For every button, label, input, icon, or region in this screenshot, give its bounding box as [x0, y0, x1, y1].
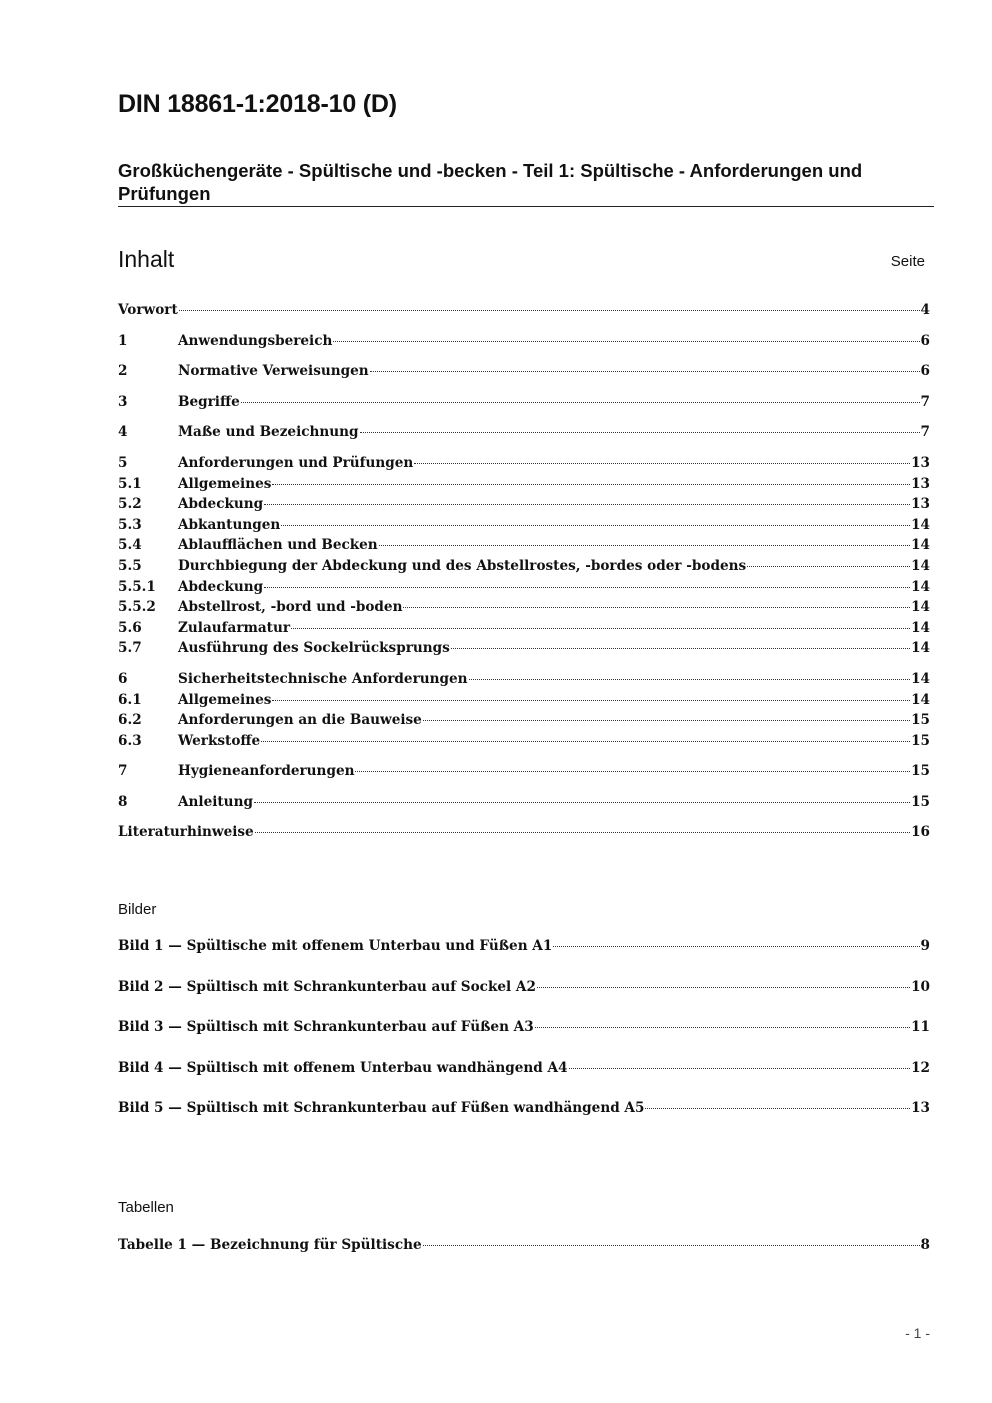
dot-leader	[553, 946, 919, 947]
toc-entry-page: 14	[911, 640, 930, 657]
dot-leader	[423, 720, 910, 721]
toc-entry-number: 5	[118, 454, 128, 471]
toc-entry-label: Ausführung des Sockelrücksprungs	[178, 640, 450, 657]
toc-entry[interactable]	[118, 558, 930, 579]
figure-entry-label: Bild 5 — Spültisch mit Schrankunterbau auf Füßen wandhängend A5	[118, 1100, 645, 1117]
toc-entry-label: Anleitung	[178, 793, 253, 810]
figure-entry[interactable]	[118, 938, 930, 959]
toc-entry-page: 6	[920, 363, 930, 380]
toc-entry-page: 14	[911, 557, 930, 574]
page-number: - 1 -	[905, 1325, 930, 1341]
toc-entry-label: Ablaufflächen und Becken	[178, 537, 378, 554]
list-of-figures	[118, 938, 930, 1121]
toc-entry-page: 14	[911, 599, 930, 616]
toc-entry-page: 13	[911, 475, 930, 492]
toc-entry[interactable]	[118, 496, 930, 517]
toc-entry[interactable]	[118, 517, 930, 538]
toc-entry[interactable]	[118, 599, 930, 620]
toc-entry-label: Literaturhinweise	[118, 824, 254, 841]
toc-entry-label: Abstellrost, -bord und -boden	[178, 599, 403, 616]
toc-entry[interactable]	[118, 763, 930, 784]
toc-entry-number: 3	[118, 393, 128, 410]
toc-entry-number: 5.1	[118, 475, 142, 492]
toc-entry-number: 5.5.1	[118, 578, 156, 595]
dot-leader	[569, 1068, 911, 1069]
table-entry[interactable]	[118, 1237, 930, 1258]
toc-entry-page: 15	[911, 793, 930, 810]
document-title: Großküchengeräte - Spültische und -becken - Teil 1: Spültische - Anforderungen und Prüfungen	[118, 160, 863, 204]
figure-entry-page: 13	[911, 1100, 930, 1117]
figure-entry-label: Bild 4 — Spültisch mit offenem Unterbau wandhängend A4	[118, 1059, 568, 1076]
toc-entry[interactable]	[118, 424, 930, 445]
toc-entry-label: Anwendungsbereich	[178, 332, 333, 349]
toc-entry-label: Allgemeines	[178, 475, 272, 492]
toc-entry[interactable]	[118, 824, 930, 845]
dot-leader	[451, 648, 910, 649]
dot-leader	[379, 545, 910, 546]
figure-entry-label: Bild 1 — Spültische mit offenem Unterbau und Füßen A1	[118, 938, 553, 954]
figure-entry-page: 10	[911, 978, 930, 995]
toc-entry-number: 7	[118, 763, 128, 780]
toc-entry-page: 15	[911, 732, 930, 749]
toc-entry-label: Werkstoffe	[178, 732, 261, 749]
dot-leader	[360, 432, 920, 433]
toc-entry[interactable]	[118, 671, 930, 692]
dot-leader	[355, 771, 910, 772]
toc-entry-number: 5.5.2	[118, 599, 156, 616]
toc-entry-page: 14	[911, 619, 930, 636]
toc-entry-number: 1	[118, 332, 128, 349]
dot-leader	[264, 587, 910, 588]
tables-heading: Tabellen	[118, 1199, 174, 1216]
dot-leader	[535, 1027, 910, 1028]
dot-leader	[241, 402, 920, 403]
toc-entry-label: Vorwort	[118, 302, 178, 318]
toc-entry-page: 14	[911, 537, 930, 554]
toc-entry-page: 13	[911, 454, 930, 471]
figure-entry[interactable]	[118, 1019, 930, 1040]
figure-entry-label: Bild 2 — Spültisch mit Schrankunterbau auf Sockel A2	[118, 978, 536, 995]
toc-entry-number: 5.4	[118, 537, 142, 554]
dot-leader	[264, 504, 910, 505]
toc-entry-number: 2	[118, 363, 128, 380]
dot-leader	[179, 310, 920, 311]
toc-entry-label: Anforderungen an die Bauweise	[178, 712, 422, 729]
toc-entry-page: 14	[911, 691, 930, 708]
dot-leader	[370, 371, 920, 372]
table-of-contents	[118, 302, 930, 845]
toc-entry-number: 5.7	[118, 640, 142, 657]
toc-entry[interactable]	[118, 733, 930, 754]
dot-leader	[272, 484, 910, 485]
figure-entry[interactable]	[118, 979, 930, 1000]
dot-leader	[255, 832, 910, 833]
toc-entry-label: Sicherheitstechnische Anforderungen	[178, 670, 468, 687]
toc-entry[interactable]	[118, 455, 930, 476]
figure-entry-page: 11	[911, 1019, 930, 1036]
toc-entry[interactable]	[118, 537, 930, 558]
dot-leader	[537, 987, 910, 988]
toc-entry-number: 4	[118, 424, 128, 441]
toc-entry-number: 5.5	[118, 557, 142, 574]
toc-entry[interactable]	[118, 363, 930, 384]
toc-entry[interactable]	[118, 692, 930, 713]
toc-entry-number: 5.3	[118, 516, 142, 533]
toc-entry-number: 6.3	[118, 732, 142, 749]
toc-entry-label: Abkantungen	[178, 516, 281, 533]
dot-leader	[414, 463, 910, 464]
figure-entry[interactable]	[118, 1100, 930, 1121]
toc-entry-page: 7	[920, 424, 930, 441]
toc-entry[interactable]	[118, 394, 930, 415]
dot-leader	[423, 1245, 920, 1246]
figure-entry-page: 9	[920, 938, 930, 954]
dot-leader	[469, 679, 911, 680]
toc-entry[interactable]	[118, 620, 930, 641]
toc-entry-page: 6	[920, 332, 930, 349]
page-column-label: Seite	[890, 253, 925, 270]
toc-entry[interactable]	[118, 476, 930, 497]
toc-entry-number: 5.2	[118, 496, 142, 513]
toc-entry-page: 14	[911, 578, 930, 595]
toc-entry-number: 6.1	[118, 691, 142, 708]
toc-entry-page: 15	[911, 712, 930, 729]
toc-entry-label: Normative Verweisungen	[178, 363, 369, 380]
toc-entry-label: Abdeckung	[178, 578, 264, 595]
dot-leader	[403, 607, 910, 608]
toc-entry[interactable]	[118, 712, 930, 733]
dot-leader	[333, 341, 919, 342]
toc-entry-label: Hygieneanforderungen	[178, 763, 355, 780]
toc-entry-label: Durchbiegung der Abdeckung und des Abstellrostes, -bordes oder -bodens	[178, 557, 747, 574]
dot-leader	[281, 525, 910, 526]
dot-leader	[261, 741, 910, 742]
list-of-tables	[118, 1237, 930, 1258]
dot-leader	[254, 802, 910, 803]
toc-entry-label: Allgemeines	[178, 691, 272, 708]
toc-entry-label: Abdeckung	[178, 496, 264, 513]
table-entry-label: Tabelle 1 — Bezeichnung für Spültische	[118, 1237, 422, 1253]
toc-entry[interactable]	[118, 333, 930, 354]
toc-entry-number: 5.6	[118, 619, 142, 636]
toc-entry[interactable]	[118, 794, 930, 815]
toc-entry-page: 14	[911, 670, 930, 687]
toc-entry-label: Maße und Bezeichnung	[178, 424, 359, 441]
figure-entry-label: Bild 3 — Spültisch mit Schrankunterbau auf Füßen A3	[118, 1019, 534, 1036]
toc-entry-label: Anforderungen und Prüfungen	[178, 454, 414, 471]
toc-entry-number: 6	[118, 670, 128, 687]
document-id: DIN 18861-1:2018-10 (D)	[118, 90, 397, 118]
figure-entry[interactable]	[118, 1060, 930, 1081]
table-entry-page: 8	[920, 1237, 930, 1253]
dot-leader	[747, 566, 910, 567]
figure-entry-page: 12	[911, 1059, 930, 1076]
toc-entry-number: 6.2	[118, 712, 142, 729]
toc-entry-page: 4	[920, 302, 930, 318]
toc-entry-page: 13	[911, 496, 930, 513]
dot-leader	[272, 700, 910, 701]
dot-leader	[645, 1108, 910, 1109]
toc-entry-label: Begriffe	[178, 393, 240, 410]
figures-heading: Bilder	[118, 901, 157, 918]
toc-heading: Inhalt	[118, 246, 175, 272]
toc-entry[interactable]	[118, 579, 930, 600]
toc-entry-page: 16	[911, 824, 930, 841]
toc-entry[interactable]	[118, 640, 930, 661]
toc-entry-label: Zulaufarmatur	[178, 619, 290, 636]
toc-entry-page: 15	[911, 763, 930, 780]
title-divider	[118, 206, 934, 207]
dot-leader	[291, 628, 910, 629]
toc-entry[interactable]	[118, 302, 930, 323]
toc-entry-page: 7	[920, 393, 930, 410]
toc-entry-page: 14	[911, 516, 930, 533]
toc-entry-number: 8	[118, 793, 128, 810]
